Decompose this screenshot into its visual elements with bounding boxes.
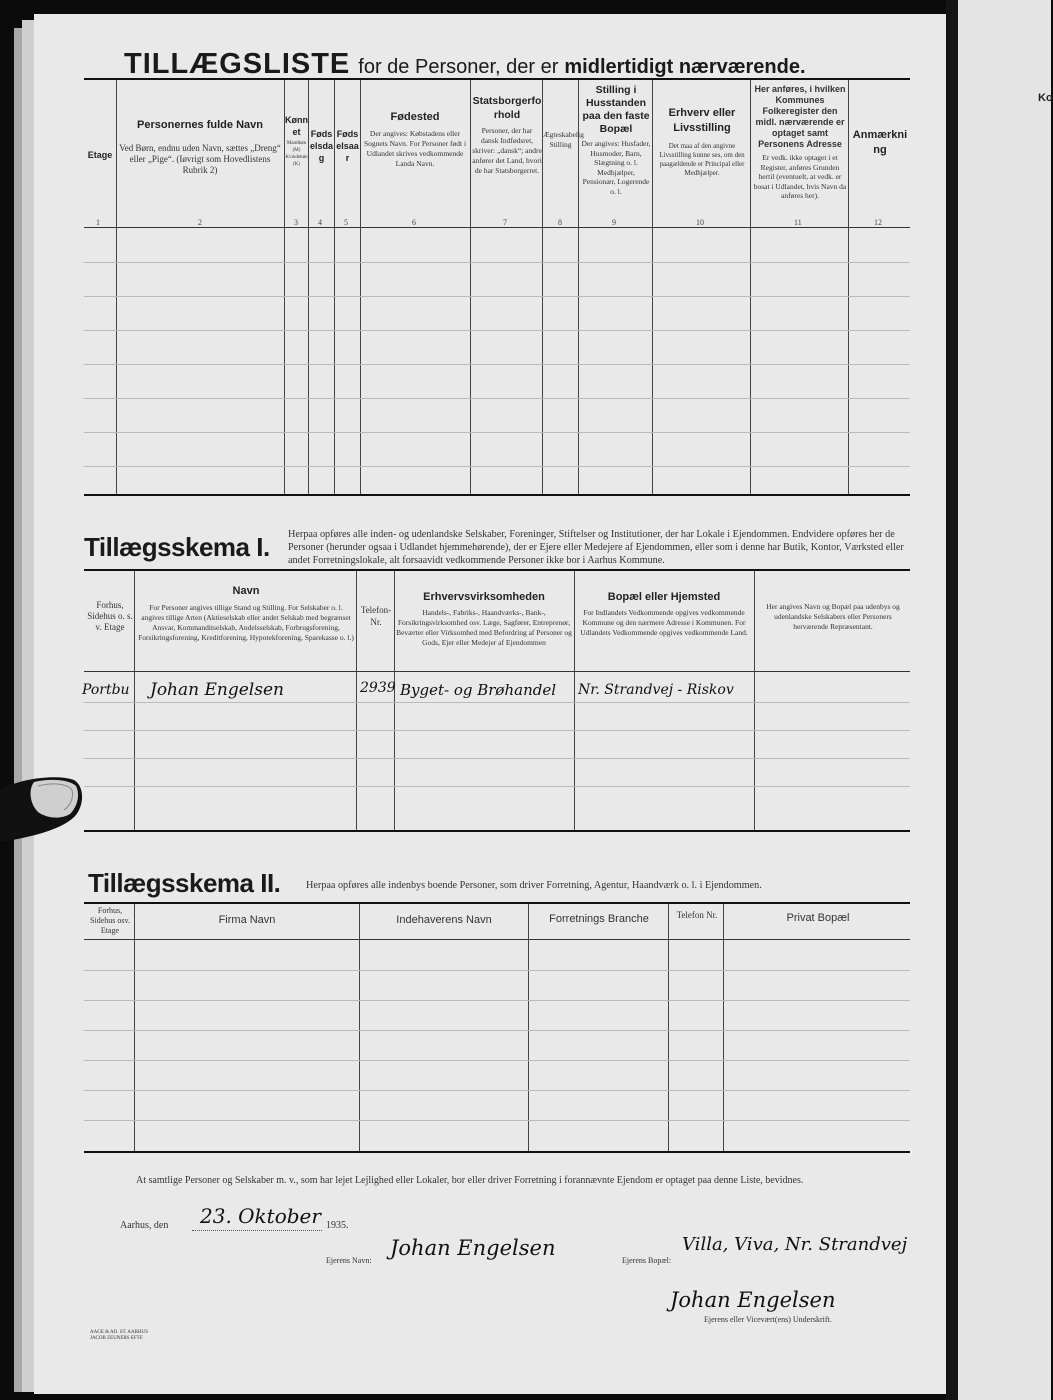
facing-page-header: Ko xyxy=(1038,92,1053,104)
table-row xyxy=(84,758,910,759)
skema2-col-branche-head: Forretnings Branche xyxy=(549,913,649,925)
facing-page xyxy=(958,0,1051,1400)
owner-address-label: Ejerens Bopæl: xyxy=(622,1256,672,1265)
col-folkeregister-head: Her anføres, i hvilken Kommunes Folkeregister den midl. nærværende er optaget samt Personens Adresse xyxy=(754,84,846,149)
col-statsborger-header xyxy=(472,94,542,176)
table-row xyxy=(84,786,910,787)
skema2-description: Herpaa opføres alle indenbys boende Personer, som driver Forretning, Agentur, Haandværk o. l. i Ejendommen. xyxy=(306,880,762,891)
skema1-col-navn-note: For Personer angives tillige Stand og Stilling. For Selskaber o. l. angives tillige Arten (Aktieselskab eller andet Selskab med begrænset Ansvar, Kommanditselskab, Andelsselskab, Forbrugsforening, Forsikringsforening, Kreditforening, Hypotekforening, Sparekasse o. l.) xyxy=(138,603,354,642)
col-divider xyxy=(528,904,529,1151)
col-navn-header xyxy=(118,118,282,176)
col-divider xyxy=(134,571,135,830)
table-row xyxy=(84,970,910,971)
table-row xyxy=(84,730,910,731)
date-handwritten: 23. Oktober xyxy=(200,1204,321,1228)
skema1-col-navn-head: Navn xyxy=(232,585,260,597)
skema2-header-rule xyxy=(84,939,910,940)
col-koen-header xyxy=(285,114,308,168)
place-label: Aarhus, den xyxy=(120,1220,169,1231)
col-foedselsdag-head: Fødselsdag xyxy=(309,129,333,163)
skema1-row-etage: Portbu xyxy=(82,682,130,698)
col-foedested-header xyxy=(362,110,468,169)
skema1-row-telefon: 2939 xyxy=(360,680,396,696)
col-number: 11 xyxy=(794,218,802,227)
table-row xyxy=(84,1120,910,1121)
book-gutter xyxy=(946,0,958,1400)
skema2-col-firma-head: Firma Navn xyxy=(218,914,276,926)
col-foedested-note: Der angives: Købstadens eller Sognets Navn. For Personer født i Udlandet skrives vedkommende Landa Navn. xyxy=(363,129,467,168)
col-divider xyxy=(754,571,755,830)
col-number: 2 xyxy=(198,218,202,227)
skema1-row-navn: Johan Engelsen xyxy=(150,680,284,700)
col-statsborger-head: Statsborgerforhold xyxy=(472,95,542,121)
col-stilling-note: Der angives: Husfader, Husmoder, Barn, Slægtning o. l. Medhjælper, Pensionær, Logerende o. l. xyxy=(581,139,651,196)
year: 1935. xyxy=(326,1220,349,1231)
table-row xyxy=(84,702,910,703)
col-erhverv-header xyxy=(654,106,750,178)
skema2-col-indehaver-head: Indehaverens Navn xyxy=(396,914,492,926)
col-divider xyxy=(359,904,360,1151)
table-row xyxy=(84,364,910,365)
col-koen-head: Kønnet xyxy=(285,115,308,137)
skema1-col-bopael-header xyxy=(576,590,752,638)
col-statsborger-note: Personer, der har dansk Indfødsret, skriver: „dansk“; andre anfører det Land, hvori de har Statsborgerret. xyxy=(472,126,542,175)
col-divider xyxy=(356,571,357,830)
signature-handwritten: Johan Engelsen xyxy=(670,1288,836,1312)
skema1-col-repraesentant-note: Her angives Navn og Bopæl paa udenbys og udenlandske Selskabers eller Personers herværende Repræsentant. xyxy=(766,602,900,631)
col-anmaerkning-head: Anmærkning xyxy=(852,129,908,156)
skema1-col-etage-head: Forhus, Sidehus o. s. v. Etage xyxy=(87,600,133,632)
skema1-bottom-rule xyxy=(84,830,910,832)
skema2-col-etage-head: Forhus, Sidehus osv. Etage xyxy=(90,906,130,935)
table-header-rule xyxy=(84,227,910,228)
main-title xyxy=(124,48,806,81)
col-divider xyxy=(668,904,669,1151)
table-top-rule xyxy=(84,78,910,80)
date-line xyxy=(192,1230,322,1231)
col-number: 6 xyxy=(412,218,416,227)
certification-statement: At samtlige Personer og Selskaber m. v., som har lejet Lejlighed eller Lokaler, bor eller driver Forretning i forannævnte Ejendom er optaget paa denne Liste, bevidnes. xyxy=(136,1175,804,1186)
col-divider xyxy=(723,904,724,1151)
skema2-title: Tillægsskema II. xyxy=(88,868,281,898)
skema1-col-bopael-head: Bopæl eller Hjemsted xyxy=(607,591,721,603)
owner-name-label: Ejerens Navn: xyxy=(326,1256,372,1265)
table-row xyxy=(84,466,910,467)
skema1-header-rule xyxy=(84,671,910,672)
col-number: 12 xyxy=(874,218,882,227)
skema1-row-bopael: Nr. Strandvej - Riskov xyxy=(578,682,734,698)
col-stilling-header xyxy=(580,84,652,196)
skema1-col-navn-header xyxy=(138,584,354,643)
col-stilling-head: Stilling i Husstanden paa den faste Bopæl xyxy=(582,84,650,135)
skema1-col-telefon-head: Telefon-Nr. xyxy=(360,605,392,627)
table-row xyxy=(84,1060,910,1061)
table-row xyxy=(84,1030,910,1031)
owner-address-handwritten: Villa, Viva, Nr. Strandvej xyxy=(682,1234,908,1255)
table-row xyxy=(84,262,910,263)
col-divider xyxy=(134,904,135,1151)
col-koen-note: Mandkøn (M) Kvindekøn (K) xyxy=(285,141,308,167)
table-row xyxy=(84,330,910,331)
col-number: 4 xyxy=(318,218,322,227)
skema2-top-rule xyxy=(84,902,910,904)
main-title-mid: for de Personer, der er xyxy=(358,56,559,78)
col-erhverv-head: Erhverv eller Livsstilling xyxy=(668,107,736,134)
col-number: 7 xyxy=(503,218,507,227)
col-number: 1 xyxy=(96,218,100,227)
col-number: 8 xyxy=(558,218,562,227)
skema1-col-erhverv-head: Erhvervsvirksomheden xyxy=(423,591,545,603)
printer-imprint: AAGE & AD. ST. AARHUS JACOB ZEUNERS EFTF. xyxy=(90,1330,148,1341)
skema2-col-bopael-head: Privat Bopæl xyxy=(786,912,850,924)
col-folkeregister-header xyxy=(752,84,848,201)
skema1-col-erhverv-note: Handels-, Fabriks-, Haandværks-, Bank-, Forsikringsvirksomhed osv. Læge, Sagfører, Entreprenør, Beværter eller Virksomhed med Befordring af Personer og Gods, Ejer eller Medejer af Ejendommen xyxy=(396,608,572,647)
skema1-row-erhverv: Byget- og Brøhandel xyxy=(400,681,557,699)
col-divider xyxy=(574,571,575,830)
owner-name-handwritten: Johan Engelsen xyxy=(390,1236,556,1260)
col-foedselsaar-head: Fødselsaar xyxy=(336,129,359,163)
col-divider xyxy=(394,571,395,830)
skema1-col-bopael-note: For Indlandets Vedkommende opgives vedkommende Kommune og den nærmere Adresse i Kommunen. For Udlandets Vedkommende opgives vedkommende Land. xyxy=(580,608,748,637)
table-row xyxy=(84,432,910,433)
skema1-top-rule xyxy=(84,569,910,571)
col-folkeregister-note: Er vedk. ikke optaget i et Register, anføres Grunden hertil (eventuelt, at vedk. er bosat i Udlandet, hvis Navn da anføres her). xyxy=(753,153,847,200)
table-row xyxy=(84,398,910,399)
col-foedested-head: Fødested xyxy=(390,111,440,123)
col-navn-note: Ved Børn, endnu uden Navn, sættes „Dreng“ eller „Pige“. (Iøvrigt som Hovedlistens Rubrik 2) xyxy=(119,143,281,175)
skema2-bottom-rule xyxy=(84,1151,910,1153)
col-aegteskab-head: Ægteskabelig Stilling xyxy=(543,130,584,149)
skema2-col-telefon-head: Telefon Nr. xyxy=(676,910,718,920)
col-erhverv-note: Det maa af den angivne Livsstilling kunne ses, om den paagældende er Principal eller Medhjælper. xyxy=(659,142,745,177)
form-page xyxy=(34,14,946,1394)
skema1-description: Herpaa opføres alle inden- og udenlandske Selskaber, Foreninger, Stiftelser og Institutioner, der har Lokale i Ejendommen. Endvidere opføres her de Personer (herunder ogsaa i Udlandet hjemmehørende), der er Ejere eller Medejere af Ejendommen, eller som i denne har Butik, Kontor, Værksted eller andet Forretningslokale, alt forsaavidt vedkommende Personer ikke bor i Aarhus Kommune. xyxy=(288,529,904,566)
table-row xyxy=(84,296,910,297)
table-row xyxy=(84,1090,910,1091)
col-number: 10 xyxy=(696,218,704,227)
skema1-col-erhverv-header xyxy=(396,590,572,648)
table-row xyxy=(84,1000,910,1001)
main-title-big: TILLÆGSLISTE xyxy=(124,48,351,80)
col-navn-head: Personernes fulde Navn xyxy=(137,119,263,131)
skema1-title: Tillægsskema I. xyxy=(84,532,270,562)
col-etage-head: Etage xyxy=(87,150,113,160)
table-bottom-rule xyxy=(84,494,910,496)
col-number: 9 xyxy=(612,218,616,227)
main-title-bold: midlertidigt nærværende. xyxy=(564,56,806,78)
signature-label: Ejerens eller Vicevært(ens) Underskrift. xyxy=(704,1315,832,1324)
thumb-photo-artifact xyxy=(0,772,84,848)
col-number: 3 xyxy=(294,218,298,227)
col-number: 5 xyxy=(344,218,348,227)
